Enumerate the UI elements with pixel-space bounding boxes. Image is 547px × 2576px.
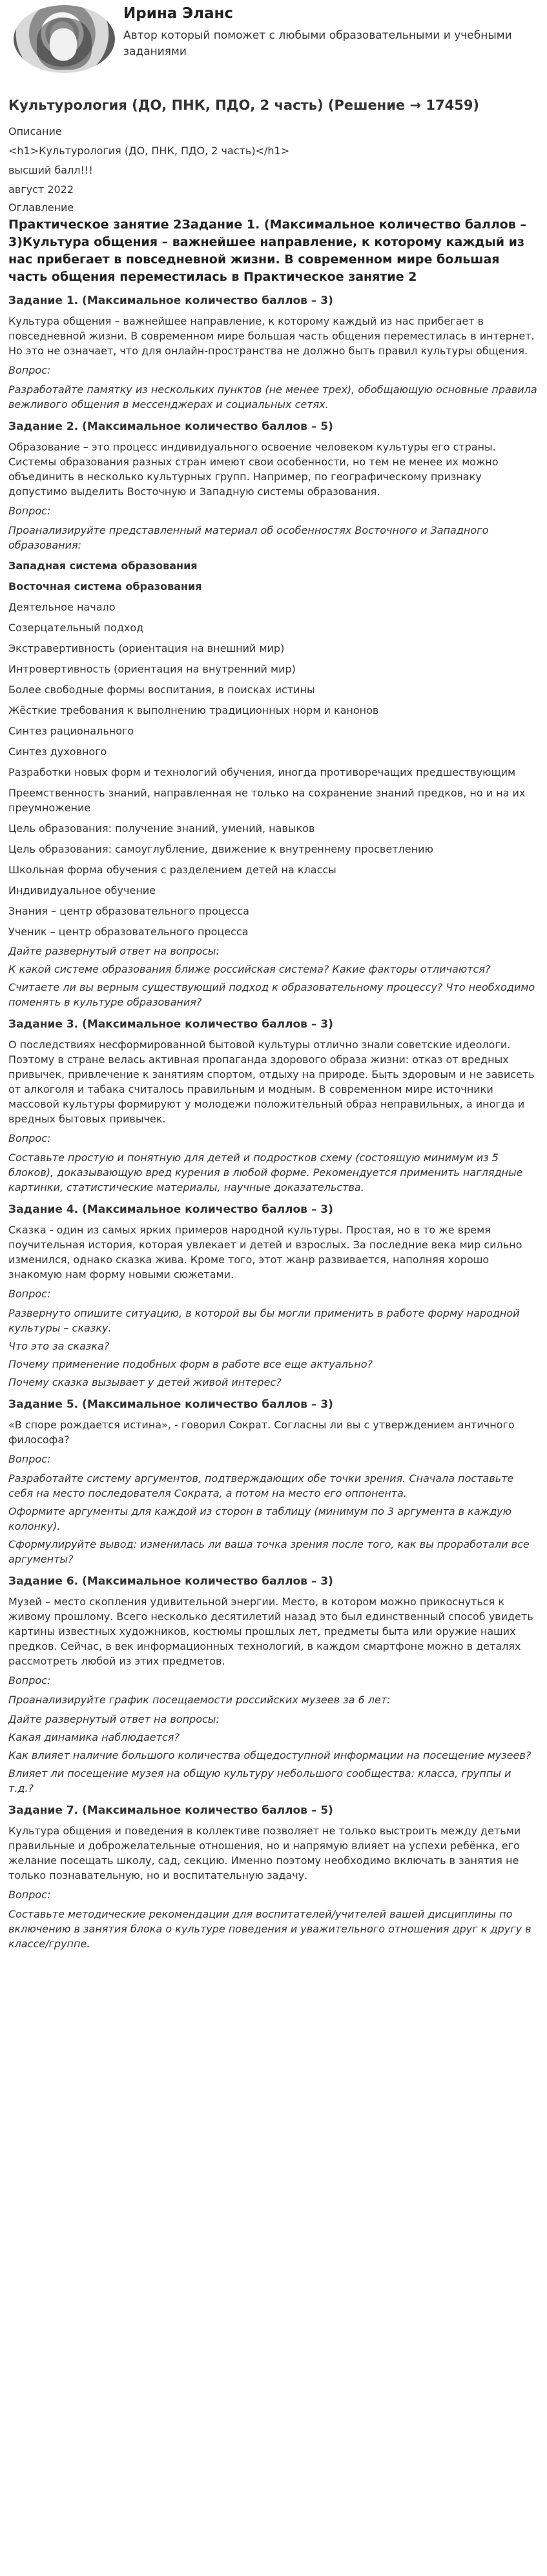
follow-up-label: Дайте развернутый ответ на вопросы: [8, 1713, 220, 1726]
question-label: Вопрос: [8, 1288, 51, 1301]
question-label: Вопрос: [8, 1132, 51, 1145]
education-item: Цель образования: самоуглубление, движение к внутреннему просветлению [8, 843, 433, 856]
task-title: Задание 1. (Максимальное количество баллов – 3) [8, 294, 333, 308]
question-item: Сформулируйте вывод: изменилась ли ваша точка зрения после того, как вы проработали все аргументы? [8, 1538, 530, 1566]
education-item: Разработки новых форм и технологий обучения, иногда противоречащих предшествующим [8, 766, 516, 779]
question-item: Оформите аргументы для каждой из сторон в таблицу (минимум по 3 аргумента в каждую колонку). [8, 1505, 512, 1533]
question-label: Вопрос: [8, 1889, 51, 1902]
task-text: Сказка - один из самых ярких примеров народной культуры. Простая, но в то же время поучительная история, которая увлекает и детей и взрослых. За последние века мир сильно изменился, однако сказка жива. Кроме того, этот жанр развивается, наполняя хорошо знакомую нам форму новыми сюжетами. [8, 1224, 522, 1281]
task-question: Разработайте памятку из нескольких пунктов (не менее трех), обобщающую основные правила вежливого общения в мессенджерах и социальных сетях. [8, 383, 537, 411]
education-item: Ученик – центр образовательного процесса [8, 926, 249, 938]
task-title: Задание 4. (Максимальное количество баллов – 3) [8, 1203, 333, 1217]
question-label: Вопрос: [8, 1453, 51, 1466]
education-item: Экстравертивность (ориентация на внешний мир) [8, 642, 285, 655]
task-text: Культура общения и поведения в коллективе позволяет не только выстроить между детьми правильные и доброжелательные отношения, но и напрямую влияет на успехи ребёнка, его желание посещать школу, сад, секцию. Именно поэтому необходимо включать в занятия не только познавательную, но и воспитательную задачу. [8, 1825, 521, 1882]
eastern-education-heading: Восточная система образования [8, 580, 202, 593]
education-item: Школьная форма обучения с разделением детей на классы [8, 864, 336, 877]
task-question: Проанализируйте представленный материал об особенностях Восточного и Западного образования: [8, 524, 489, 552]
question-item: Почему применение подобных форм в работе все еще актуально? [8, 1358, 373, 1371]
document-date: август 2022 [8, 183, 74, 196]
author-card [8, 0, 539, 77]
task-5 [8, 1397, 539, 1567]
description-html-text: <h1>Культурология (ДО, ПНК, ПДО, 2 часть)</h1> [8, 145, 290, 157]
task-question: Развернуто опишите ситуацию, в которой вы бы могли применить в работе форму народной культуры – сказку. [8, 1307, 520, 1335]
task-7 [8, 1803, 539, 1951]
task-text: Культура общения – важнейшее направление, к которому каждый из нас прибегает в повседневной жизни. В современном мире большая часть общения переместилась в интернет. Но это не означает, что для онлайн-пространства не должно быть правил культуры общения. [8, 315, 535, 358]
question-label: Вопрос: [8, 364, 51, 377]
task-title: Задание 6. (Максимальное количество баллов – 3) [8, 1575, 333, 1588]
education-item: Созерцательный подход [8, 622, 144, 634]
task-question: Разработайте систему аргументов, подтверждающих обе точки зрения. Сначала поставьте себя на место последователя Сократа, а потом на место его оппонента. [8, 1472, 514, 1500]
question-label: Вопрос: [8, 505, 51, 518]
task-title: Задание 2. (Максимальное количество баллов – 5) [8, 420, 333, 434]
education-item: Синтез духовного [8, 745, 107, 758]
question-item: Какая динамика наблюдается? [8, 1731, 180, 1744]
author-avatar[interactable] [14, 5, 115, 73]
education-item: Синтез рационального [8, 725, 134, 738]
task-title: Задание 5. (Максимальное количество баллов – 3) [8, 1398, 333, 1412]
task-question: Составьте методические рекомендации для воспитателей/учителей вашей дисциплины по включению в занятия блока о культуре поведения и уважительного отношения друг к другу в классе/группе. [8, 1908, 532, 1951]
task-text: О последствиях несформированной бытовой культуры отлично знали советские идеологи. Поэтому в стране велась активная пропаганда здорового образа жизни: отказ от вредных привычек, привлечение к занятиям спортом, отдыху на природе. Быть здоровым и не зависеть от алкоголя и табака считалось правильным и модным. В современном мире источники массовой культуры формируют у молодежи положительный образ неправильных, а иногда и вредных бытовых привычек. [8, 1039, 535, 1126]
toc-text: Практическое занятие 2Задание 1. (Максимальное количество баллов – 3)Культура общения – важнейшее направление, к которому каждый из нас прибегает в повседневной жизни. В современном мире большая часть общения переместилась в Практическое занятие 2 [8, 218, 526, 285]
question-item: Что это за сказка? [8, 1340, 110, 1353]
task-title: Задание 7. (Максимальное количество баллов – 5) [8, 1804, 333, 1818]
task-text: Музей – место скопления удивительной энергии. Место, в котором можно прикоснуться к живому прошлому. Всего несколько десятилетий назад это был единственный способ увидеть картины известных художников, костюмы прошлых лет, предметы быта или оружие наших предков. Сейчас, в век информационных технологий, в каждом смартфоне можно в деталях рассмотреть любой из этих предметов. [8, 1596, 533, 1668]
education-item: Цель образования: получение знаний, умений, навыков [8, 822, 315, 835]
task-text: Образование – это процесс индивидуального освоение человеком культуры его страны. Системы образования разных стран имеют свои особенности, но тем не менее их можно объединить в несколько культурных групп. Например, по географическому признаку допустимо выделить Восточную и Западную системы образования. [8, 441, 499, 498]
education-item: Преемственность знаний, направленная не только на сохранение знаний предков, но и на их преумножение [8, 787, 526, 815]
education-item: Жёсткие требования к выполнению традиционных норм и канонов [8, 704, 379, 717]
task-4 [8, 1202, 539, 1390]
author-name[interactable]: Ирина Эланс [123, 5, 234, 22]
task-question: Составьте простую и понятную для детей и подростков схему (состоящую минимум из 5 блоков), доказывающую вред курения в любой форме. Рекомендуется применить наглядные картинки, статистические материалы, научные доказательства. [8, 1151, 523, 1194]
follow-up-label: Дайте развернутый ответ на вопросы: [8, 945, 220, 958]
task-text: «В споре рождается истина», - говорил Сократ. Согласны ли вы с утверждением античного философа? [8, 1419, 515, 1446]
question-item: Считаете ли вы верным существующий подход к образовательному процессу? Что необходимо поменять в культуре образования? [8, 981, 535, 1009]
education-item: Более свободные формы воспитания, в поисках истины [8, 684, 315, 696]
toc-label: Оглавление [8, 201, 74, 214]
education-item: Деятельное начало [8, 601, 116, 614]
task-2 [8, 419, 539, 1009]
task-6 [8, 1574, 539, 1796]
document-title: Культурология (ДО, ПНК, ПДО, 2 часть) (Решение → 17459) [8, 97, 480, 113]
task-1 [8, 293, 539, 412]
task-question: Проанализируйте график посещаемости российских музеев за 6 лет: [8, 1694, 391, 1707]
task-title: Задание 3. (Максимальное количество баллов – 3) [8, 1018, 333, 1031]
education-item: Знания – центр образовательного процесса [8, 905, 249, 918]
education-item: Индивидуальное обучение [8, 884, 156, 897]
education-item: Интровертивность (ориентация на внутренний мир) [8, 663, 296, 676]
question-item: К какой системе образования ближе российская система? Какие факторы отличаются? [8, 963, 491, 976]
description-label: Описание [8, 125, 62, 138]
question-label: Вопрос: [8, 1674, 51, 1687]
question-item: Почему сказка вызывает у детей живой интерес? [8, 1376, 282, 1389]
question-item: Как влияет наличие большого количества общедоступной информации на посещение музеев? [8, 1749, 532, 1762]
western-education-heading: Западная система образования [8, 560, 198, 573]
author-description: Автор который поможет с любыми образовательными и учебными заданиями [123, 29, 512, 58]
task-3 [8, 1017, 539, 1195]
score-text: высший балл!!! [8, 164, 93, 177]
question-item: Влияет ли посещение музея на общую культуру небольшого сообщества: класса, группы и т.д.? [8, 1767, 511, 1795]
